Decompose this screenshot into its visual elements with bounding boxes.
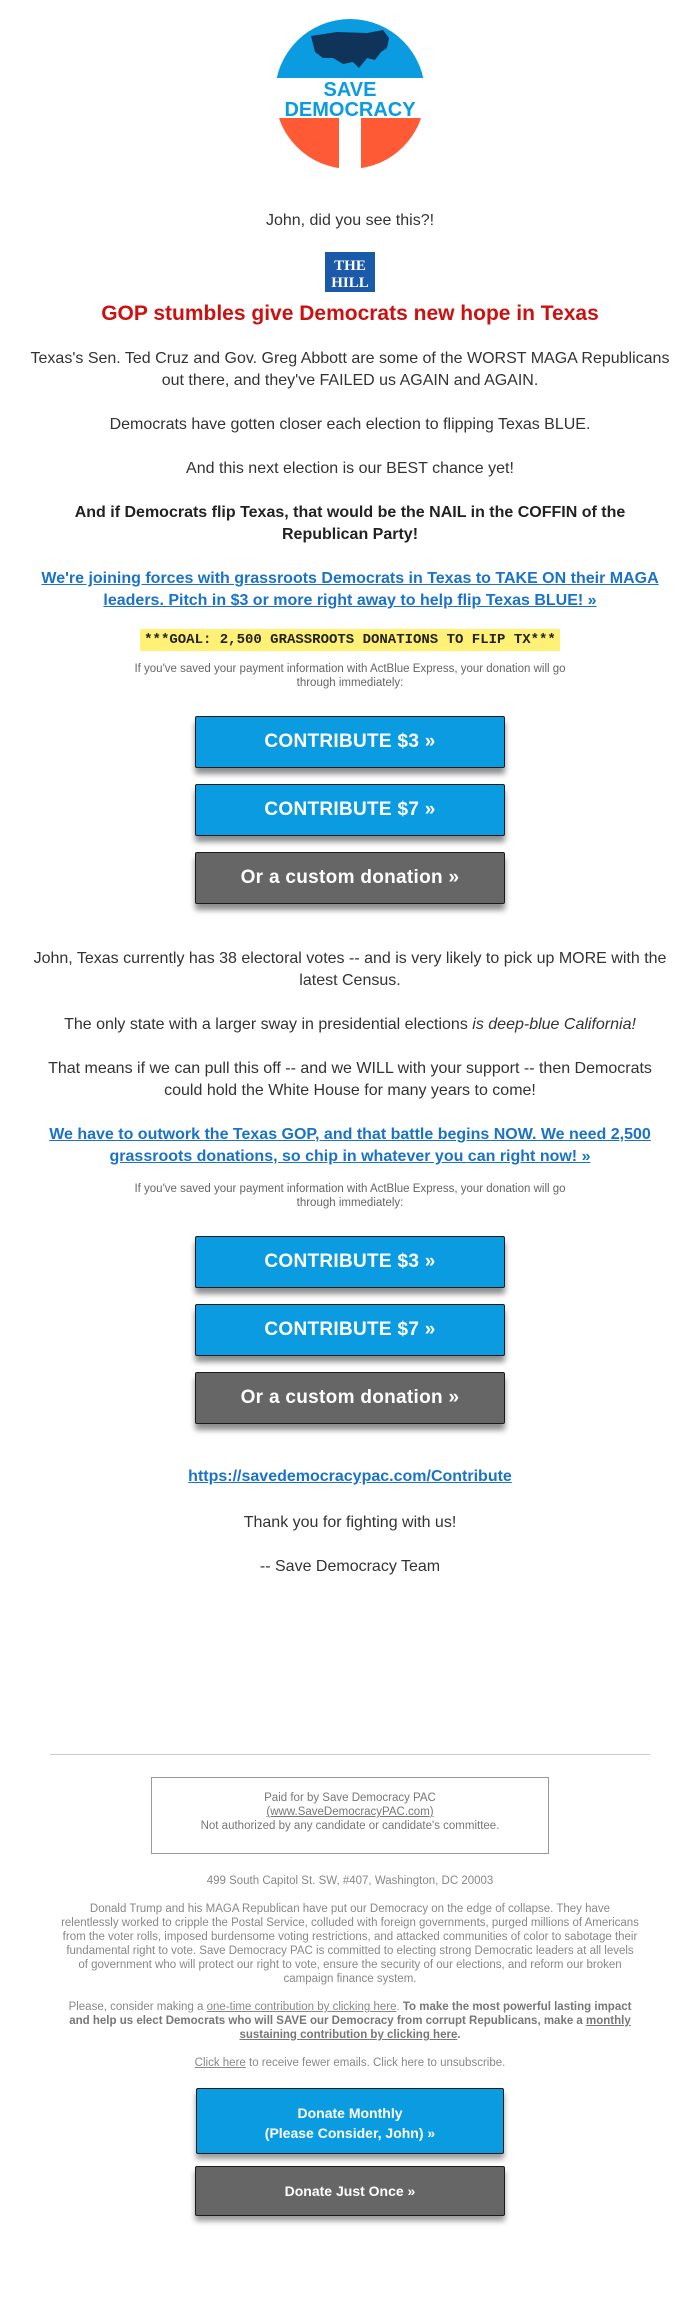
contribute-3-button-2[interactable]: CONTRIBUTE $3 » — [195, 1236, 505, 1288]
logo-line1: SAVE — [323, 79, 377, 101]
email-body — [0, 18, 700, 2216]
california-italic: is deep-blue California! — [472, 1016, 636, 1033]
signoff-text: -- Save Democracy Team — [259, 1558, 441, 1575]
contribute-url-link[interactable]: https://savedemocracypac.com/Contribute — [188, 1468, 512, 1485]
consider-contribution — [60, 2000, 640, 2042]
goal-text: ***GOAL: 2,500 GRASSROOTS DONATIONS TO FLIP TX*** — [140, 629, 560, 651]
consider-end: . — [457, 2029, 461, 2041]
the-hill-line2: HILL — [331, 275, 369, 291]
donate-monthly-line2: (Please Consider, John) » — [264, 2125, 436, 2141]
paid-for-box — [151, 1777, 549, 1854]
paid-by-text: Paid for by Save Democracy PAC — [264, 1792, 436, 1804]
donate-monthly-button[interactable] — [196, 2088, 504, 2154]
contribute-7-button[interactable]: CONTRIBUTE $7 » — [195, 784, 505, 836]
one-time-contribution-link[interactable]: one-time contribution by clicking here — [206, 2001, 397, 2013]
contribute-3-button[interactable]: CONTRIBUTE $3 » — [195, 716, 505, 768]
custom-donation-button-2[interactable]: Or a custom donation » — [195, 1372, 505, 1424]
monthly-contribution-link[interactable]: monthly sustaining contribution by clicking here — [239, 2015, 631, 2041]
california-plain: The only state with a larger sway in presidential elections — [64, 1016, 473, 1033]
donate-once-button[interactable]: Donate Just Once » — [195, 2166, 505, 2216]
goal-banner — [0, 630, 700, 648]
paragraph-california — [30, 1014, 670, 1036]
donate-link-outwork-gop[interactable]: We have to outwork the Texas GOP, and that battle begins NOW. We need 2,500 grassroots donations, so chip in whatever you can right now! » — [49, 1126, 651, 1165]
paragraph-nail-coffin: And if Democrats flip Texas, that would be the NAIL in the COFFIN of the Republican Party! — [74, 504, 626, 543]
custom-donation-button[interactable]: Or a custom donation » — [195, 852, 505, 904]
donate-monthly-line1: Donate Monthly — [297, 2105, 403, 2121]
email-preferences — [60, 2056, 640, 2070]
paragraph-best-chance: And this next election is our BEST chance yet! — [186, 460, 514, 477]
actblue-express-note: If you've saved your payment information with ActBlue Express, your donation will go through immediately: — [134, 663, 566, 689]
consider-text-2: . — [396, 2001, 403, 2013]
consider-text-1: Please, consider making a — [68, 2001, 207, 2013]
paragraph-flip-blue: Democrats have gotten closer each election to flipping Texas BLUE. — [109, 416, 591, 433]
mission-statement: Donald Trump and his MAGA Republican have put our Democracy on the edge of collapse. They have relentlessly worked to cripple the Postal Service, colluded with foreign governments, purged millions of Americans from the voter rolls, imposed burdensome voting restrictions, and attacked communities of color to sabotage their fundamental right to vote. Save Democracy PAC is committed to electing strong Democratic leaders at all levels of government who will protect our right to vote, ensure the security of our elections, and reform our broken campaign finance system. — [61, 1903, 639, 1985]
donate-link-flip-texas[interactable]: We're joining forces with grassroots Democrats in Texas to TAKE ON their MAGA leaders. Pitch in $3 or more right away to help flip Texas BLUE! » — [41, 570, 659, 609]
thank-you-text: Thank you for fighting with us! — [243, 1514, 457, 1531]
the-hill-logo — [325, 252, 375, 292]
fewer-emails-text[interactable]: to receive fewer emails. Click here to unsubscribe. — [245, 2057, 506, 2069]
greeting: John, did you see this?! — [265, 212, 435, 229]
fewer-emails-link[interactable]: Click here — [194, 2057, 246, 2069]
logo-line2: DEMOCRACY — [284, 99, 416, 121]
mailing-address: 499 South Capitol St. SW, #407, Washington, DC 20003 — [206, 1875, 494, 1887]
the-hill-line1: THE — [334, 258, 366, 274]
contribute-7-button-2[interactable]: CONTRIBUTE $7 » — [195, 1304, 505, 1356]
consider-bold-text: To make the most powerful lasting impact and help us elect Democrats who will SAVE our Democracy from corrupt Republicans, make a — [69, 2001, 632, 2027]
paragraph-cruz-abbott: Texas's Sen. Ted Cruz and Gov. Greg Abbott are some of the WORST MAGA Republicans out there, and they've FAILED us AGAIN and AGAIN. — [30, 350, 670, 389]
paragraph-electoral-votes: John, Texas currently has 38 electoral votes -- and is very likely to pick up MORE with the latest Census. — [33, 950, 667, 989]
not-authorized-text: Not authorized by any candidate or candidate's committee. — [200, 1820, 500, 1832]
actblue-express-note-2: If you've saved your payment information with ActBlue Express, your donation will go through immediately: — [134, 1183, 566, 1209]
pac-website-link[interactable]: (www.SaveDemocracyPAC.com) — [266, 1806, 434, 1818]
save-democracy-logo — [275, 18, 425, 170]
paragraph-white-house: That means if we can pull this off -- and we WILL with your support -- then Democrats could hold the White House for many years to come! — [48, 1060, 652, 1099]
headline: GOP stumbles give Democrats new hope in Texas — [101, 302, 599, 325]
